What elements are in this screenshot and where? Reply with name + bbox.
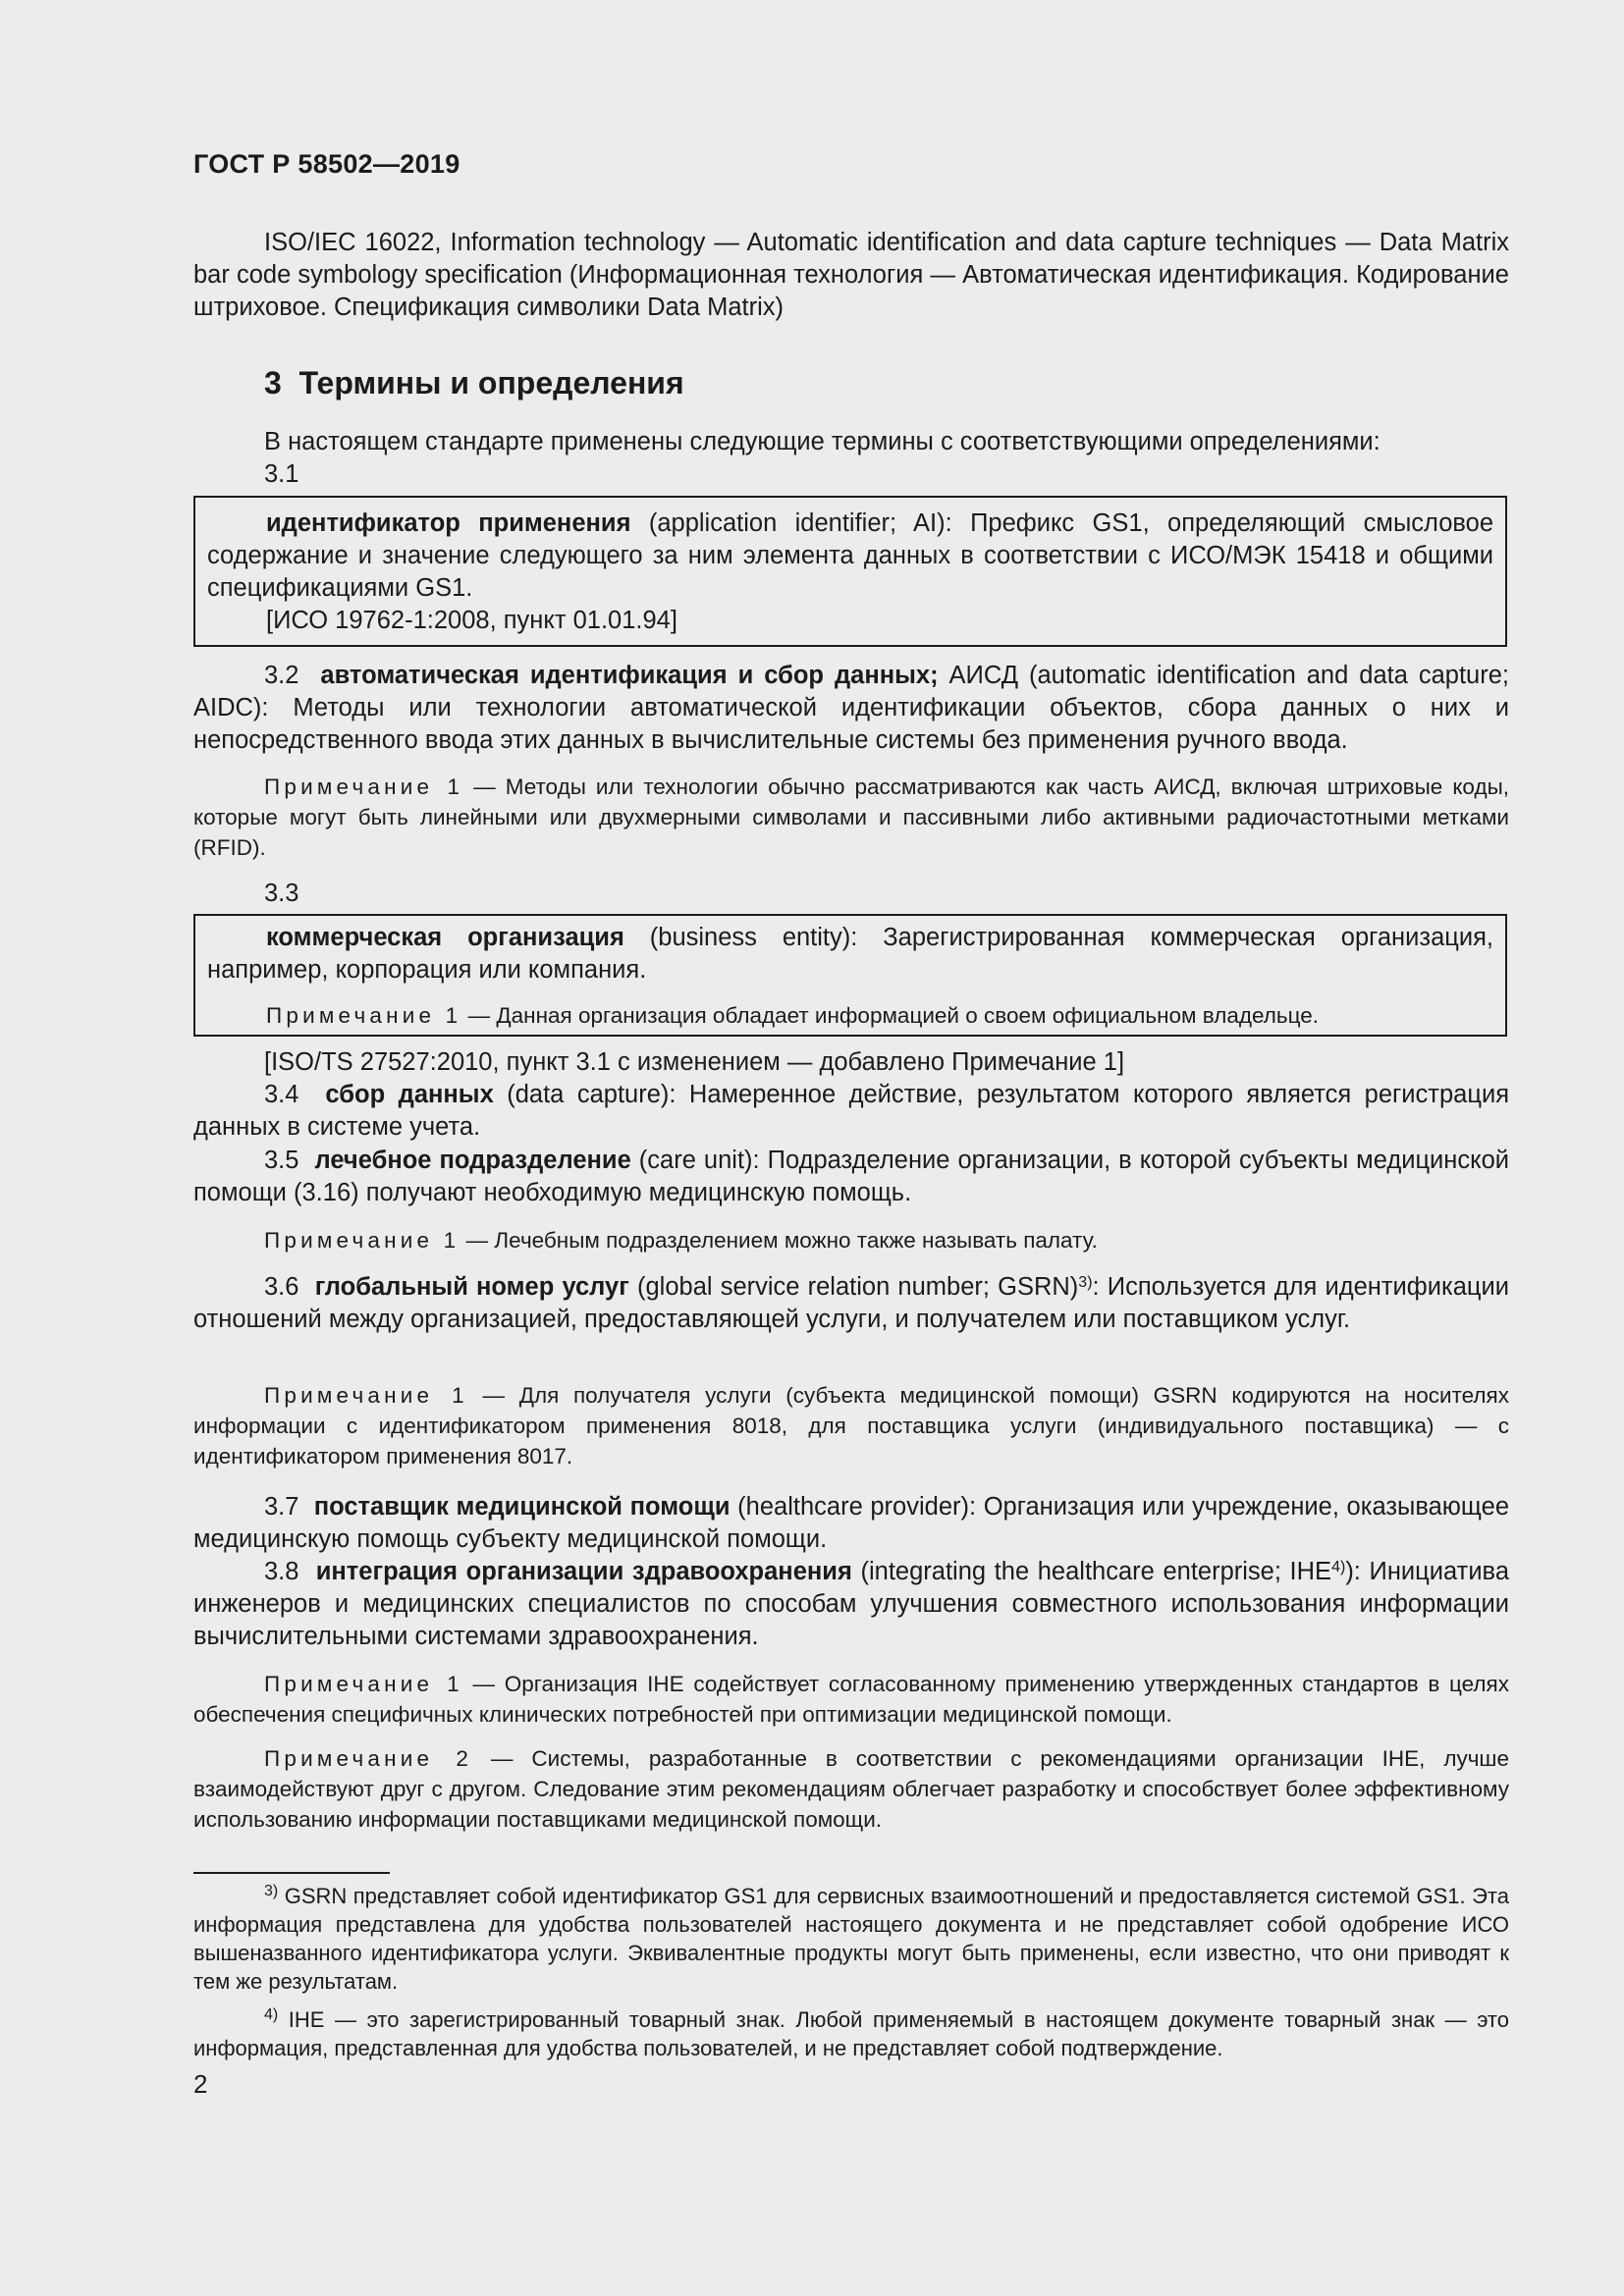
note-text: — Данная организация обладает информацией о своем официальном владельце.: [461, 1003, 1319, 1028]
page-number: 2: [193, 2069, 208, 2099]
term-3-8-name: интеграция организации здравоохранения: [315, 1558, 852, 1585]
term-3-6-text-b: : Используется для идентификации отношений между организацией, предоставляющей услуги, и получателем или поставщиком услуг.: [193, 1273, 1510, 1333]
term-3-3-name: коммерческая организация: [266, 924, 624, 951]
footnote-divider: [193, 1872, 390, 1874]
document-page: [193, 0, 1509, 2296]
term-3-8-definition: [193, 1556, 1509, 1653]
term-3-5-note: [193, 1225, 1509, 1255]
term-3-1-definition: [207, 507, 1493, 605]
term-3-4-text: (data capture): Намеренное действие, результатом которого является регистрация данных в системе учета.: [193, 1081, 1510, 1141]
term-3-6-note: [193, 1380, 1509, 1471]
term-3-5-number: 3.5: [264, 1147, 299, 1174]
term-3-2-text: АИСД (automatic identification and data capture; AIDC): Методы или технологии автоматической идентификации объектов, сбора данных о них и непосредственного ввода этих данных в вычислительные системы без применения ручного ввода.: [193, 662, 1510, 754]
footnote-mark: 3): [264, 1883, 279, 1899]
term-3-3-source: [ISO/TS 27527:2010, пункт 3.1 с изменением — добавлено Примечание 1]: [264, 1048, 1125, 1076]
note-label: Примечание 1: [266, 1003, 462, 1028]
note-label: Примечание 1: [264, 1228, 460, 1253]
term-3-2-definition: [193, 660, 1509, 757]
term-box-3-3: [193, 914, 1507, 1037]
term-3-4-definition: [193, 1079, 1509, 1144]
note-text: — Методы или технологии обычно рассматриваются как часть АИСД, включая штриховые коды, которые могут быть линейными или двухмерными символами и пассивными либо активными радиочастотными метками (RFID).: [193, 774, 1510, 860]
term-3-5-definition: [193, 1145, 1509, 1209]
term-box-3-1: [193, 496, 1507, 647]
term-3-7-text: (healthcare provider): Организация или учреждение, оказывающее медицинскую помощь субъекту медицинской помощи.: [193, 1493, 1509, 1553]
normative-reference: ISO/IEC 16022, Information technology — Automatic identification and data capture techniques — Data Matrix bar code symbology specification (Информационная технология — Автоматическая идентификация. Кодирование штриховое. Спецификация символики Data Matrix): [193, 229, 1509, 321]
term-3-6-number: 3.6: [264, 1273, 299, 1301]
term-3-8-note-1: [193, 1669, 1509, 1730]
footnote-ref-4[interactable]: 4): [1331, 1559, 1346, 1575]
footnote-ref-3[interactable]: 3): [1078, 1274, 1093, 1291]
term-3-6-definition: [193, 1271, 1509, 1336]
note-label: Примечание 1: [264, 774, 464, 799]
term-3-1-name: идентификатор применения: [266, 509, 631, 537]
footnote-mark: 4): [264, 2006, 279, 2023]
footnote-3: [193, 1882, 1509, 1996]
section-number: 3: [264, 365, 282, 400]
term-3-3-definition: [207, 922, 1493, 987]
note-label: Примечание 2: [264, 1746, 473, 1771]
term-3-7-definition: [193, 1491, 1509, 1556]
section-title: Термины и определения: [298, 365, 684, 400]
term-3-7-number: 3.7: [264, 1493, 299, 1521]
term-3-8-text-b: ): Инициатива инженеров и медицинских специалистов по способам улучшения совместного использования информации вычислительными системами здравоохранения.: [193, 1558, 1510, 1650]
term-3-8-note-2: [193, 1743, 1509, 1835]
term-3-8-text-a: (integrating the healthcare enterprise; IHE: [851, 1558, 1332, 1585]
term-3-5-name: лечебное подразделение: [314, 1147, 631, 1174]
section-intro: В настоящем стандарте применены следующие термины с соответствующими определениями:: [264, 428, 1380, 455]
document-header: ГОСТ Р 58502—2019: [193, 149, 460, 179]
footnote-text: GSRN представляет собой идентификатор GS1 для сервисных взаимоотношений и предоставляется системой GS1. Эта информация представлена для удобства пользователей настоящего документа и не представляет собой одобрение ИСО вышеназванного идентификатора услуги. Эквивалентные продукты могут быть применены, если известно, что они приводят к тем же результатам.: [193, 1884, 1509, 1994]
term-3-6-name: глобальный номер услуг: [314, 1273, 629, 1301]
term-3-2-name: автоматическая идентификация и сбор данных;: [320, 662, 939, 689]
section-heading: [264, 365, 684, 401]
term-number-3-3: 3.3: [264, 880, 299, 907]
term-3-3-note: [207, 1000, 1493, 1031]
term-3-2-note: [193, 772, 1509, 863]
term-3-4-name: сбор данных: [325, 1081, 494, 1108]
term-3-7-name: поставщик медицинской помощи: [313, 1493, 731, 1521]
term-3-2-number: 3.2: [264, 662, 299, 689]
term-3-8-number: 3.8: [264, 1558, 299, 1585]
term-3-3-text: (business entity): Зарегистрированная коммерческая организация, например, корпорация или компания.: [207, 924, 1493, 984]
term-3-6-text-a: (global service relation number; GSRN): [628, 1273, 1079, 1301]
term-3-1-text: (application identifier; AI): Префикс GS1, определяющий смысловое содержание и значение следующего за ним элемента данных в соответствии с ИСО/МЭК 15418 и общими спецификациями GS1.: [207, 509, 1494, 602]
note-label: Примечание 1: [264, 1672, 463, 1696]
note-text: — Организация IHE содействует согласованному применению утвержденных стандартов в целях обеспечения специфичных клинических потребностей при оптимизации медицинской помощи.: [193, 1672, 1509, 1727]
note-text: — Системы, разработанные в соответствии с рекомендациями организации IHE, лучше взаимодействуют друг с другом. Следование этим рекомендациям облегчает разработку и способствует более эффективному использованию информации поставщиками медицинской помощи.: [193, 1746, 1509, 1832]
term-3-1-source: [ИСО 19762-1:2008, пункт 01.01.94]: [266, 607, 677, 634]
term-number-3-1: 3.1: [264, 460, 299, 488]
term-3-4-number: 3.4: [264, 1081, 299, 1108]
note-text: — Для получателя услуги (субъекта медицинской помощи) GSRN кодируются на носителях информации с идентификатором применения 8018, для поставщика услуги (индивидуального поставщика) — с идентификатором применения 8017.: [193, 1383, 1509, 1468]
term-3-5-text: (care unit): Подразделение организации, в которой субъекты медицинской помощи (3.16) получают необходимую медицинскую помощь.: [193, 1147, 1509, 1206]
footnote-text: IHE — это зарегистрированный товарный знак. Любой применяемый в настоящем документе товарный знак — это информация, представленная для удобства пользователей, и не представляет собой подтверждение.: [193, 2007, 1509, 2060]
note-label: Примечание 1: [264, 1383, 468, 1408]
note-text: — Лечебным подразделением можно также называть палату.: [460, 1228, 1098, 1253]
footnote-4: [193, 2005, 1509, 2062]
